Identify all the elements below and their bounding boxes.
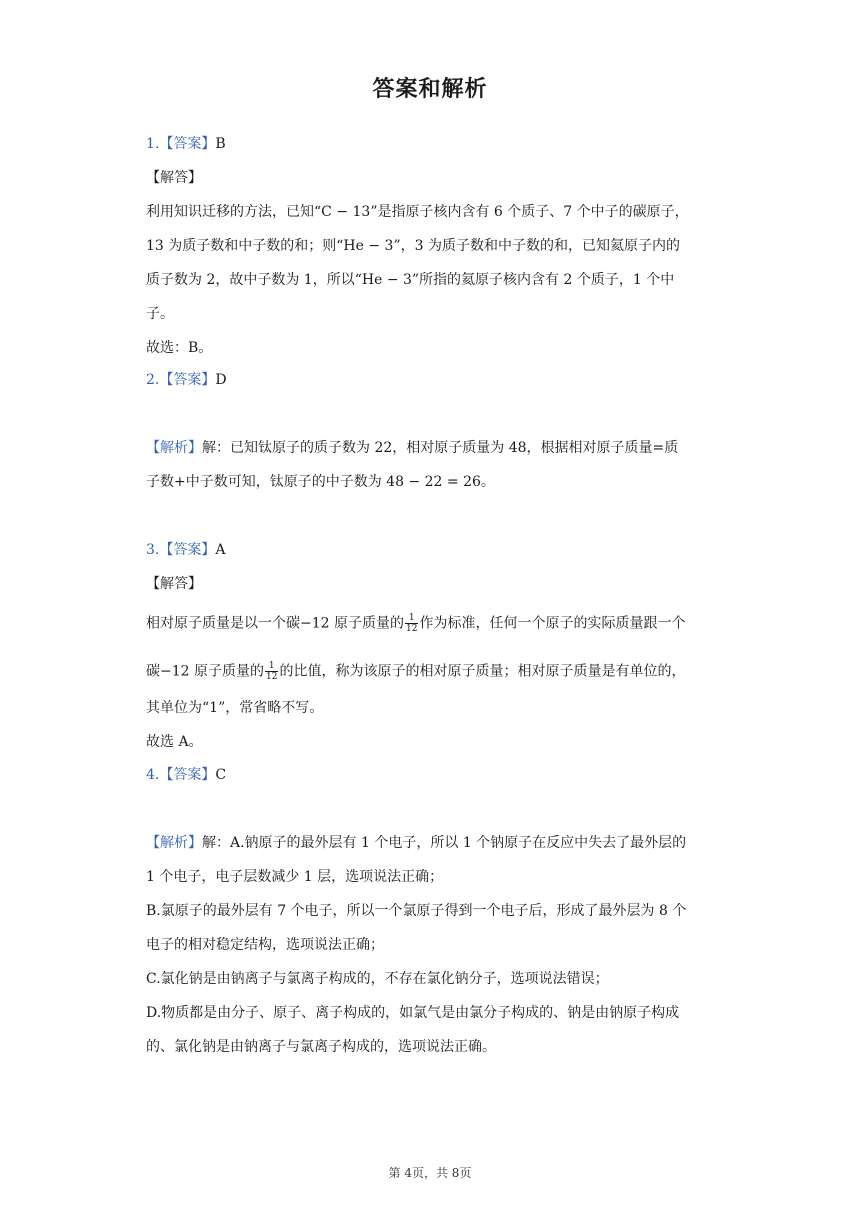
fraction-numerator: 1	[265, 661, 278, 672]
q3-answer-value: A	[215, 542, 226, 558]
q3-text-1b: 作为标准，任何一个原子的实际质量跟一个	[419, 615, 686, 632]
q4-text-line-4: 电子的相对稳定结构，选项说法正确；	[146, 937, 384, 953]
q3-text-line-3: 其单位为“1”，常省略不写。	[146, 700, 324, 716]
q4-answer-tag: 【答案】	[159, 767, 216, 783]
q2-text-line-2: 子数+中子数可知，钛原子的中子数为 48 − 22 = 26。	[146, 474, 495, 490]
q4-jiexi-tag: 【解析】	[146, 835, 202, 851]
q4-text-line-1	[146, 833, 726, 853]
fraction-one-twelfth	[265, 661, 278, 682]
q2-answer-tag: 【答案】	[159, 372, 216, 388]
q1-answer-line	[146, 134, 726, 154]
page-title: 答案和解析	[372, 77, 488, 102]
q2-answer-value: D	[215, 372, 227, 388]
q2-text-line-1	[146, 438, 726, 458]
q1-text-line-3: 质子数为 2，故中子数为 1，所以“He − 3”所指的氦原子核内含有 2 个质子，1 个中	[146, 272, 675, 288]
q4-answer-value: C	[215, 767, 227, 783]
q2-answer-line	[146, 370, 726, 390]
q4-text-line-7: 的、氯化钠是由钠离子与氯离子构成的，选项说法正确。	[146, 1039, 496, 1055]
page-footer: 第 4页，共 8页	[388, 1166, 472, 1180]
q3-conclusion: 故选 A。	[146, 734, 203, 750]
q3-jieda-tag: 【解答】	[146, 576, 202, 592]
q3-text-line-2	[146, 661, 726, 682]
q1-text-line-1: 利用知识迁移的方法，已知“C − 13”是指原子核内含有 6 个质子、7 个中子的碳原子，	[146, 204, 689, 220]
q1-number: 1.	[146, 136, 160, 152]
q4-number: 4.	[146, 767, 160, 783]
q3-answer-tag: 【答案】	[159, 542, 216, 558]
q2-jiexi-tag: 【解析】	[146, 440, 202, 456]
q3-text-1a: 相对原子质量是以一个碳−12 原子质量的	[146, 615, 404, 632]
q4-text-line-5: C.氯化钠是由钠离子与氯离子构成的，不存在氯化钠分子，选项说法错误；	[146, 971, 609, 987]
q3-answer-line	[146, 540, 726, 560]
fraction-denominator: 12	[266, 672, 278, 682]
q4-text-line-6: D.物质都是由分子、原子、离子构成的，如氯气是由氯分子构成的、钠是由钠原子构成	[146, 1005, 680, 1021]
q1-text-line-2: 13 为质子数和中子数的和；则“He − 3”，3 为质子数和中子数的和，已知氦原子内的	[146, 238, 680, 254]
fraction-one-twelfth	[405, 613, 418, 634]
q2-text-1: 解：已知钛原子的质子数为 22，相对原子质量为 48，根据相对原子质量=质	[202, 440, 679, 456]
q4-answer-line	[146, 765, 726, 785]
q3-number: 3.	[146, 542, 160, 558]
q3-text-line-1	[146, 613, 726, 634]
q1-text-line-4: 子。	[146, 306, 174, 322]
q1-conclusion: 故选：B。	[146, 340, 213, 356]
q4-text-line-3: B.氯原子的最外层有 7 个电子，所以一个氯原子得到一个电子后，形成了最外层为 8 个	[146, 903, 687, 919]
q1-jieda-tag: 【解答】	[146, 170, 202, 186]
fraction-denominator: 12	[406, 624, 418, 634]
q4-text-line-2: 1 个电子，电子层数减少 1 层，选项说法正确；	[146, 869, 444, 885]
q1-answer-value: B	[215, 136, 226, 152]
q1-answer-tag: 【答案】	[159, 136, 216, 152]
q2-number: 2.	[146, 372, 160, 388]
fraction-numerator: 1	[405, 613, 418, 624]
q4-text-1: 解：A.钠原子的最外层有 1 个电子，所以 1 个钠原子在反应中失去了最外层的	[202, 835, 687, 851]
q3-text-2b: 的比值，称为该原子的相对原子质量；相对原子质量是有单位的，	[279, 663, 686, 680]
q3-text-2a: 碳−12 原子质量的	[146, 663, 264, 680]
